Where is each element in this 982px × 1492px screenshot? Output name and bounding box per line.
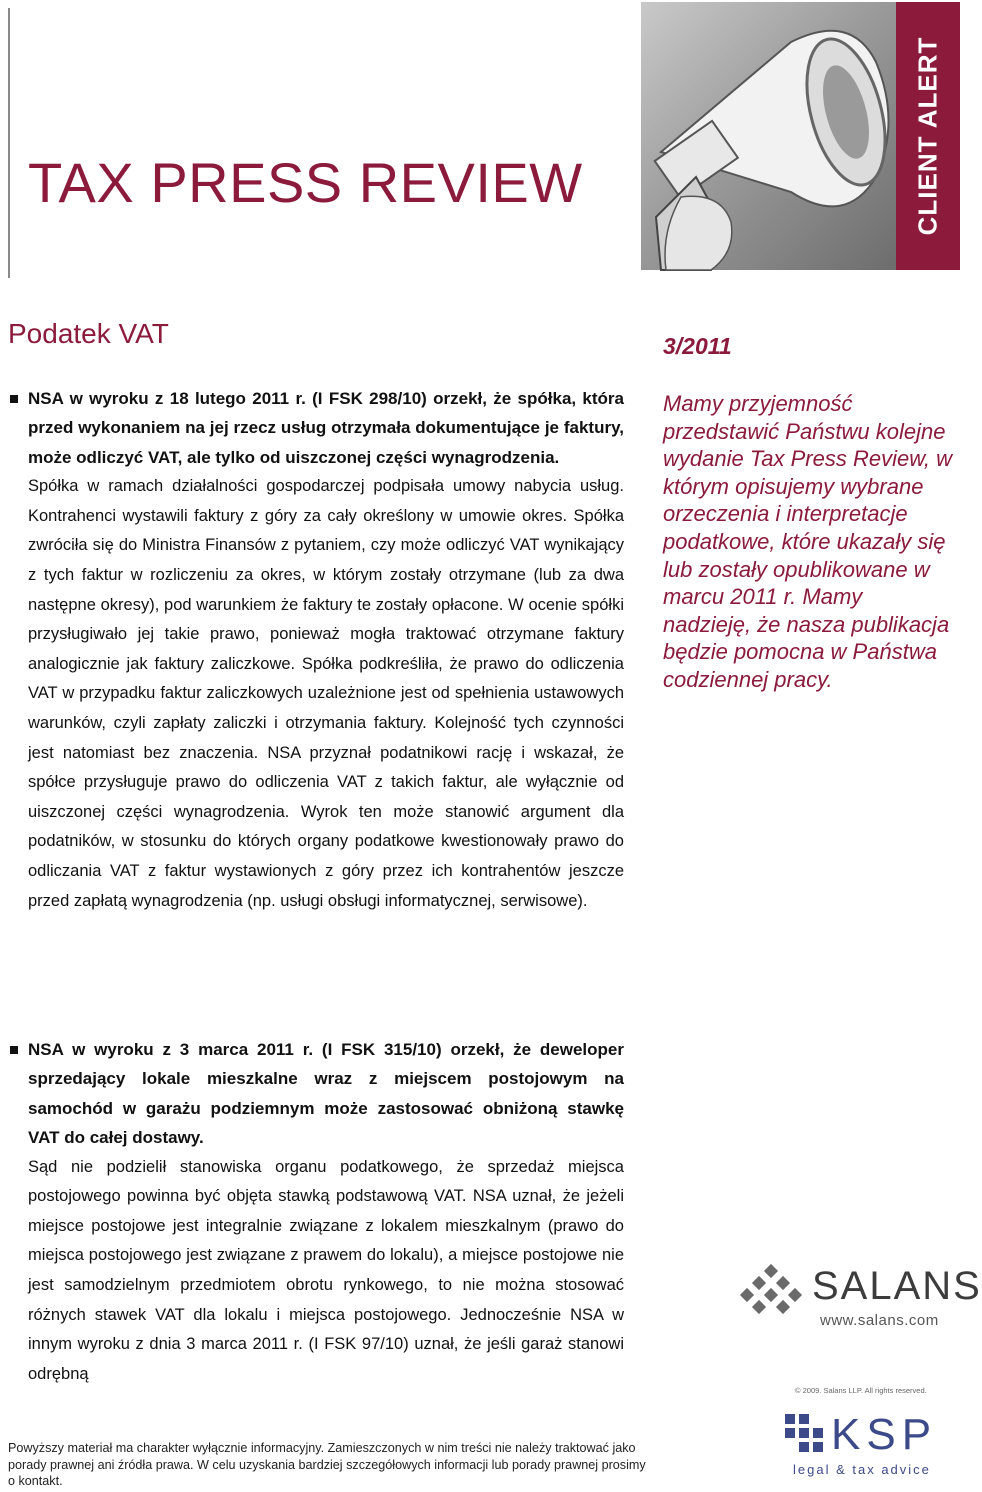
salans-wordmark: SALANS <box>812 1264 982 1308</box>
article-lead: NSA w wyroku z 3 marca 2011 r. (I FSK 315/10) orzekł, że deweloper sprzedający lokale mieszkalne wraz z miejscem postojowym na samochód w garażu podziemnym może zastosować obniżoną stawkę VAT do całej dostawy. <box>28 1040 624 1148</box>
megaphone-photo <box>641 2 896 270</box>
ksp-wordmark: KSP <box>831 1410 938 1459</box>
bullet-icon <box>10 395 18 403</box>
copyright-note: © 2009. Salans LLP. All rights reserved. <box>795 1386 927 1395</box>
ksp-tagline: legal & tax advice <box>793 1462 931 1477</box>
ksp-logo <box>785 1410 955 1480</box>
section-title: Podatek VAT <box>8 318 169 349</box>
article-2 <box>10 1035 624 1389</box>
article-1 <box>10 384 624 916</box>
footer-disclaimer: Powyższy materiał ma charakter wyłącznie informacyjny. Zamieszczonych w nim treści nie należy traktować jako porady prawnej ani źródła prawa. W celu uzyskania bardziej szczegółowych informacji lub porady prawnej prosimy o kontakt. <box>8 1441 646 1488</box>
header-divider <box>8 8 10 278</box>
client-alert-label: CLIENT ALERT <box>912 36 943 236</box>
bullet-icon <box>10 1046 18 1054</box>
article-lead: NSA w wyroku z 18 lutego 2011 r. (I FSK 298/10) orzekł, że spółka, która przed wykonaniem na jej rzecz usług otrzymała dokumentujące je faktury, może odliczyć VAT, ale tylko od uiszczonej części wynagrodzenia. <box>28 389 624 467</box>
intro-text: Mamy przyjemność przedstawić Państwu kolejne wydanie Tax Press Review, w którym opisujemy wybrane orzeczenia i interpretacje podatkowe, które ukazały się lub zostały opublikowane w marcu 2011 r. Mamy nadzieję, że nasza publikacja będzie pomocna w Państwa codziennej pracy. <box>663 391 952 692</box>
article-body: Sąd nie podzielił stanowiska organu podatkowego, że sprzedaż miejsca postojowego powinna być objęta stawką podstawową VAT. NSA uznał, że jeżeli miejsce postojowe jest integralnie związane z lokalem mieszkalnym (prawo do miejsca postojowego jest związane z prawem do lokalu), a miejsce postojowe nie jest samodzielnym przedmiotem obrotu rynkowego, to nie można stosować różnych stawek VAT dla lokalu i miejsca postojowego. Jednocześnie NSA w innym wyroku z dnia 3 marca 2011 r. (I FSK 97/10) uznał, że jeśli garaż stanowi odrębną <box>28 1157 624 1383</box>
article-body: Spółka w ramach działalności gospodarczej podpisała umowy nabycia usług. Kontrahenci wystawili faktury z góry za cały określony w umowie okres. Spółka zwróciła się do Ministra Finansów z pytaniem, czy może odliczyć VAT wynikający z tych faktur w rozliczeniu za okres, w którym zostały otrzymane (lub za dwa następne okresy), pod warunkiem że faktury te zostały opłacone. W ocenie spółki przysługiwało jej takie prawo, ponieważ mogła traktować otrzymane faktury analogicznie jak faktury zaliczkowe. Spółka podkreśliła, że prawo do odliczenia VAT w przypadku faktur zaliczkowych uzależnione jest od spełnienia ustawowych warunków, czyli zapłaty zaliczki i otrzymania faktury. Kolejność tych czynności jest natomiast bez znaczenia. NSA przyznał podatnikowi rację i wskazał, że spółce przysługuje prawo do odliczenia VAT z takich faktur, ale wyłącznie od uiszczonej części wynagrodzenia. Wyrok ten może stanowić argument dla podatników, w stosunku do których organy podatkowe kwestionowały prawo do odliczania VAT z faktur wystawionych z góry przez ich kontrahentów jeszcze przed zapłatą wynagrodzenia (np. usługi obsługi informatycznej, serwisowe). <box>28 477 624 910</box>
salans-emblem-icon <box>742 1262 802 1322</box>
ksp-emblem-icon <box>785 1414 823 1458</box>
salans-logo <box>742 1260 982 1336</box>
issue-number: 3/2011 <box>663 333 732 359</box>
salans-url: www.salans.com <box>820 1312 939 1329</box>
megaphone-icon <box>641 2 896 270</box>
page-title: TAX PRESS REVIEW <box>28 151 583 214</box>
client-alert-badge <box>896 2 960 270</box>
